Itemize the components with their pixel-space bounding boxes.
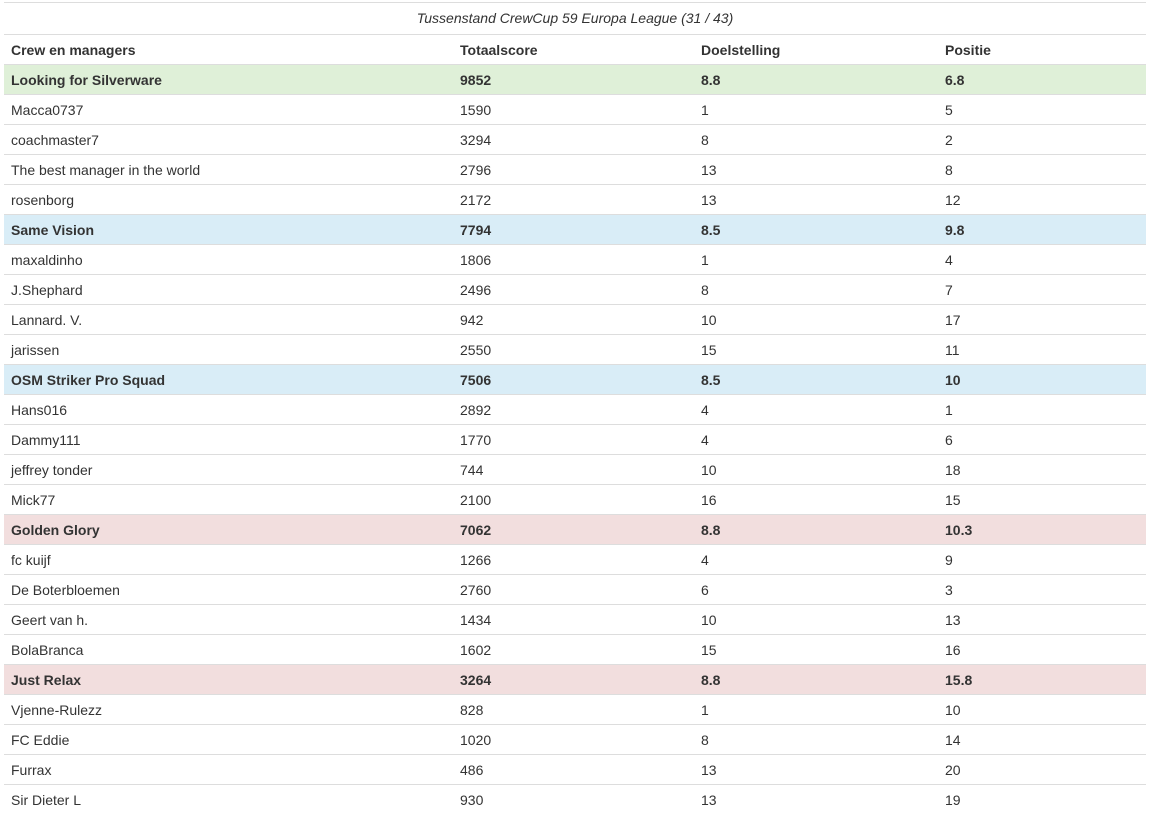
goal-cell: 10 [694,605,938,635]
manager-row [4,485,1146,515]
crew-row [4,665,1146,695]
goal-cell: 1 [694,95,938,125]
manager-name-cell: maxaldinho [4,245,453,275]
position-cell: 20 [938,755,1146,785]
manager-name-cell: Vjenne-Rulezz [4,695,453,725]
manager-row [4,245,1146,275]
crew-row [4,515,1146,545]
position-cell: 2 [938,125,1146,155]
manager-name-cell: jarissen [4,335,453,365]
header-row [4,35,1146,65]
manager-row [4,125,1146,155]
manager-row [4,725,1146,755]
total-score-cell: 2760 [453,575,694,605]
column-header-total-score: Totaalscore [453,35,694,65]
column-header-goal: Doelstelling [694,35,938,65]
manager-row [4,305,1146,335]
manager-row [4,275,1146,305]
position-cell: 6.8 [938,65,1146,95]
goal-cell: 4 [694,395,938,425]
goal-cell: 8 [694,275,938,305]
position-cell: 15 [938,485,1146,515]
position-cell: 9.8 [938,215,1146,245]
position-cell: 4 [938,245,1146,275]
total-score-cell: 1434 [453,605,694,635]
manager-row [4,605,1146,635]
column-header-position: Positie [938,35,1146,65]
total-score-cell: 9852 [453,65,694,95]
manager-row [4,785,1146,815]
goal-cell: 10 [694,305,938,335]
table-header [4,35,1146,65]
goal-cell: 8.8 [694,65,938,95]
total-score-cell: 2796 [453,155,694,185]
crew-name-cell: Golden Glory [4,515,453,545]
total-score-cell: 3294 [453,125,694,155]
goal-cell: 8 [694,725,938,755]
goal-cell: 10 [694,455,938,485]
manager-name-cell: Hans016 [4,395,453,425]
position-cell: 5 [938,95,1146,125]
total-score-cell: 2100 [453,485,694,515]
manager-row [4,95,1146,125]
goal-cell: 8.5 [694,215,938,245]
total-score-cell: 1266 [453,545,694,575]
table-title: Tussenstand CrewCup 59 Europa League (31 / 43) [4,2,1146,34]
goal-cell: 4 [694,545,938,575]
manager-name-cell: coachmaster7 [4,125,453,155]
position-cell: 14 [938,725,1146,755]
position-cell: 7 [938,275,1146,305]
total-score-cell: 2892 [453,395,694,425]
table-body [4,65,1146,815]
manager-name-cell: BolaBranca [4,635,453,665]
manager-name-cell: fc kuijf [4,545,453,575]
goal-cell: 16 [694,485,938,515]
total-score-cell: 930 [453,785,694,815]
total-score-cell: 1770 [453,425,694,455]
manager-row [4,695,1146,725]
manager-row [4,395,1146,425]
goal-cell: 8.8 [694,515,938,545]
total-score-cell: 1020 [453,725,694,755]
goal-cell: 8.8 [694,665,938,695]
manager-row [4,755,1146,785]
total-score-cell: 2550 [453,335,694,365]
crew-name-cell: Same Vision [4,215,453,245]
goal-cell: 4 [694,425,938,455]
goal-cell: 13 [694,785,938,815]
manager-name-cell: Lannard. V. [4,305,453,335]
total-score-cell: 7062 [453,515,694,545]
crew-name-cell: OSM Striker Pro Squad [4,365,453,395]
total-score-cell: 744 [453,455,694,485]
position-cell: 3 [938,575,1146,605]
total-score-cell: 942 [453,305,694,335]
total-score-cell: 828 [453,695,694,725]
manager-name-cell: Mick77 [4,485,453,515]
crew-row [4,365,1146,395]
goal-cell: 8 [694,125,938,155]
manager-name-cell: Macca0737 [4,95,453,125]
manager-name-cell: rosenborg [4,185,453,215]
manager-row [4,185,1146,215]
manager-name-cell: J.Shephard [4,275,453,305]
position-cell: 8 [938,155,1146,185]
crew-name-cell: Just Relax [4,665,453,695]
total-score-cell: 7794 [453,215,694,245]
total-score-cell: 1806 [453,245,694,275]
position-cell: 1 [938,395,1146,425]
manager-row [4,545,1146,575]
goal-cell: 13 [694,155,938,185]
position-cell: 15.8 [938,665,1146,695]
goal-cell: 1 [694,695,938,725]
total-score-cell: 7506 [453,365,694,395]
position-cell: 19 [938,785,1146,815]
position-cell: 12 [938,185,1146,215]
manager-name-cell: FC Eddie [4,725,453,755]
position-cell: 16 [938,635,1146,665]
position-cell: 10.3 [938,515,1146,545]
crew-row [4,65,1146,95]
position-cell: 9 [938,545,1146,575]
total-score-cell: 1602 [453,635,694,665]
goal-cell: 8.5 [694,365,938,395]
manager-row [4,425,1146,455]
manager-name-cell: The best manager in the world [4,155,453,185]
manager-row [4,455,1146,485]
position-cell: 17 [938,305,1146,335]
manager-row [4,635,1146,665]
position-cell: 10 [938,365,1146,395]
goal-cell: 13 [694,185,938,215]
manager-row [4,155,1146,185]
total-score-cell: 3264 [453,665,694,695]
manager-name-cell: Geert van h. [4,605,453,635]
manager-name-cell: Dammy111 [4,425,453,455]
position-cell: 10 [938,695,1146,725]
manager-row [4,575,1146,605]
manager-name-cell: Sir Dieter L [4,785,453,815]
standings-table [4,2,1146,815]
position-cell: 6 [938,425,1146,455]
position-cell: 18 [938,455,1146,485]
goal-cell: 1 [694,245,938,275]
goal-cell: 13 [694,755,938,785]
column-header-crew-managers: Crew en managers [4,35,453,65]
manager-name-cell: De Boterbloemen [4,575,453,605]
goal-cell: 15 [694,335,938,365]
manager-row [4,335,1146,365]
position-cell: 13 [938,605,1146,635]
goal-cell: 6 [694,575,938,605]
goal-cell: 15 [694,635,938,665]
total-score-cell: 2172 [453,185,694,215]
manager-name-cell: Furrax [4,755,453,785]
crew-row [4,215,1146,245]
crew-name-cell: Looking for Silverware [4,65,453,95]
position-cell: 11 [938,335,1146,365]
total-score-cell: 1590 [453,95,694,125]
manager-name-cell: jeffrey tonder [4,455,453,485]
total-score-cell: 486 [453,755,694,785]
total-score-cell: 2496 [453,275,694,305]
